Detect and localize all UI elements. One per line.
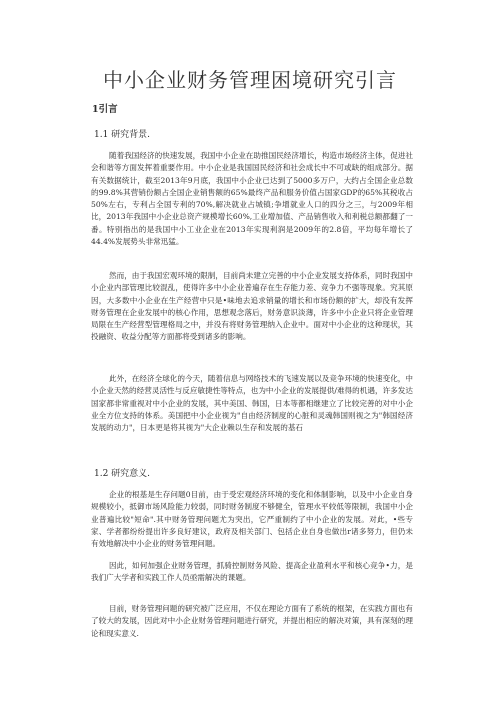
paragraph-significance-1: 企业的根基是生存问题0目前，由于受宏观经济环境的变化和体制影响，以及中小企业自身规模较小，抵御市场风险能力较弱，同时财务制度不够健全，管理水平较低等限制，我国中小企业普遍比较"短命".其中财务管理问题尤为突出，它严重制约了中小企业的发展。对此，•些专家、学者都纷纷提出许多良好建议，政府及相关部门、包括企业自身也做出r诸多努力，但仍未有效地解决中小企业的财务管理问题。 [91,490,413,549]
subsection-heading-background: 1.1 研究背景. [94,130,151,140]
subsection-heading-significance: 1.2 研究意义. [94,469,151,479]
document-title: 中小企业财务管理困境研究引言 [103,68,397,92]
paragraph-significance-2: 因此，如何加强企业财务管理，抓骑控制财务风险、提高企业盈利水平和核心竞争•力，是我们广大学者和实践工作人员亟需解决的课题。 [91,561,413,583]
section-heading-intro: 1引言 [92,104,118,115]
paragraph-background-2: 然而，由于我国宏观环境的限制，目前尚未建立完善的中小企业发展支持体系，同时我国中小企业内部管理比较混乱，使得许多中小企业普遍存在生存能力差、竞争力不强等现象。究其原因，大多数中小企业在生产经营中只是•味地去追求销量的增长和市场份额的扩大，却没有发挥财务管理在企业发展中的核心作用，思想观念落后，财务意识淡薄，许多中小企业只将企业管理局限在生产经营型管理格局之中，并没有将财务管理纳入企业中。面对中小企业的这种现状，其投融资、收益分配等方面都将受到诸多的影响。 [91,271,413,342]
paragraph-background-1: 随着我国经济的快速发展，我国中小企业在助推国民经济增长，构造市场经济主体，促进社会和谐等方面发挥着重要作用。中小企业是我国国民经济和社会成长中不可或缺的组成部分。据有关数据统计，截至2013年9月底，我国中小企业已达到了5000多万户，大约占全国企业总数的99.8%其营销份额占全国企业销售额的65%最终产品和服务价值占国家GDP的65%其税收占50%左右，专利占全国专利的70%,解决就业占城镇;争增就业人口的四分之三，与2009年相比，2013年我国中小企业总资产规模增长60%,工业增加值、产品销售收入和利税总额都翻了一番。特别指出的是我国中小工业企业在2013年实现利润是2009年的2.8倍，平均每年增长了44.4%发展势头非常迅猛。 [91,151,413,247]
paragraph-significance-3: 目前，财务管理问题的研究被广泛应用，不仅在理论方面有了系统的框架，在实践方面也有了较大的发展，因此对中小企业财务管理问题进行研究，并提出相应的解决对策，具有深刻的理论和现实意义. [91,604,413,638]
paragraph-background-3: 此外，在经济全球化的今天，随着信息与网络技术的飞速发展以及竞争环境的快速变化，中小企业天然的经营灵活性与反应敏捷性等特点，也为中小企业的发展提供/难得的机遇，许多发达国家都非常重视对中小企业的发展，其中美国、韩国，日本等都相继建立了比较完善的对中小企业全方位支持的体系。美国把中小企业视为"自由经济制度的心脏和灵魂韩国则视之为"韩国经济发展的动力"，日本更是将其视为"大企业赖以生存和发展的基石 [91,374,413,433]
